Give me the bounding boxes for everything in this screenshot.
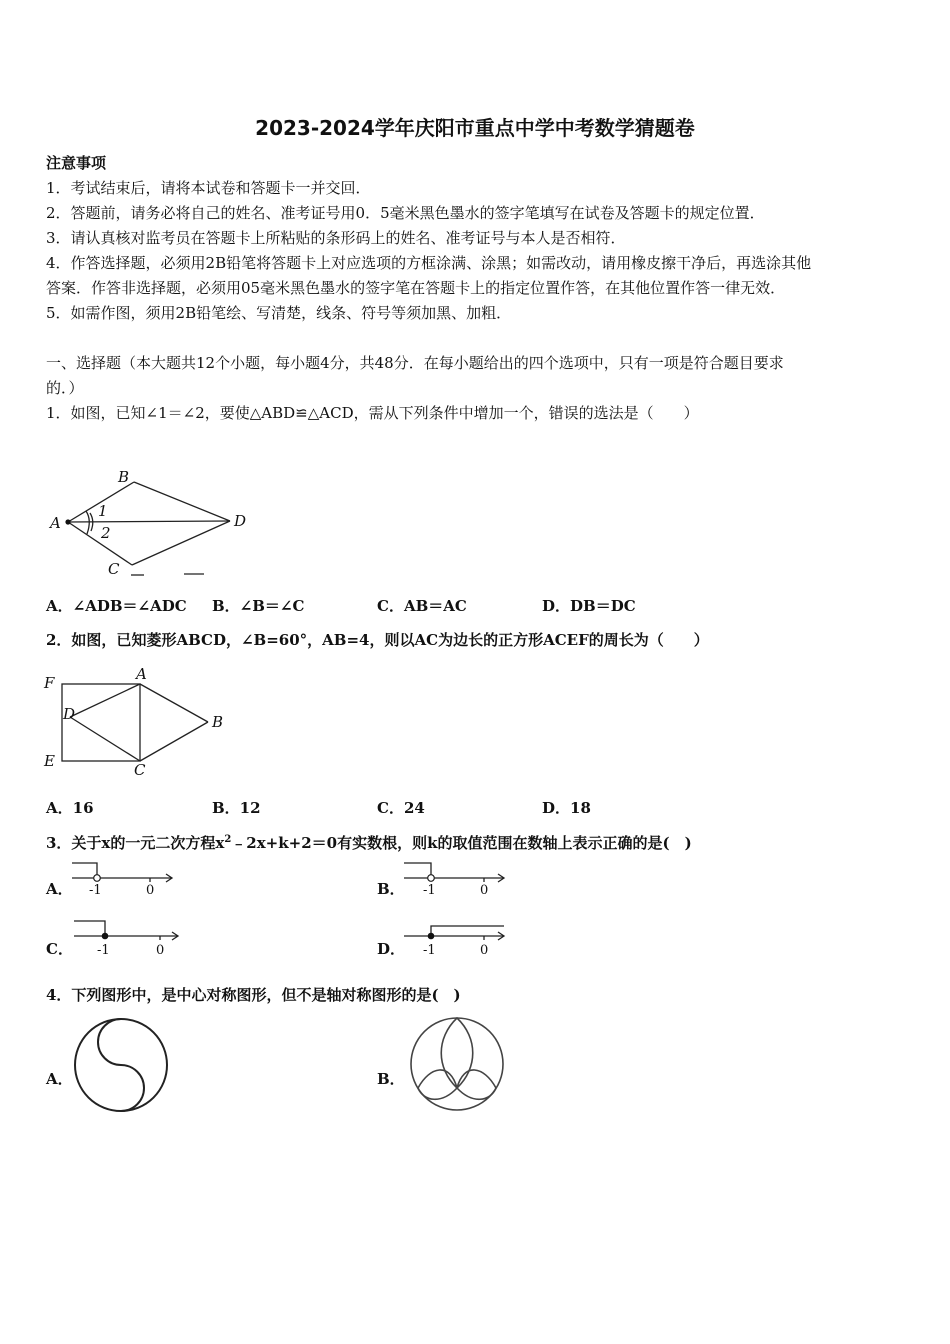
angle-label-2: 2 bbox=[101, 524, 111, 542]
q3-option-c[interactable]: C． bbox=[46, 940, 73, 958]
label-E: E bbox=[44, 752, 55, 770]
tick-zero: 0 bbox=[146, 883, 155, 898]
label-D: D bbox=[234, 512, 247, 530]
q2-option-a[interactable]: A．16 bbox=[46, 799, 94, 817]
q3-numberline-a bbox=[72, 860, 182, 900]
q2-option-b[interactable]: B．12 bbox=[212, 799, 261, 817]
q4-figure-a bbox=[72, 1016, 172, 1116]
label-B: B bbox=[212, 713, 224, 731]
q4-figure-b bbox=[404, 1012, 510, 1116]
q1-stem: 1．如图，已知∠1＝∠2，要使△ABD≌△ACD，需从下列条件中增加一个，错误的选法是（ ） bbox=[46, 404, 699, 422]
q4-option-b[interactable]: B． bbox=[377, 1070, 405, 1088]
label-A: A bbox=[136, 665, 147, 683]
tick-zero: 0 bbox=[480, 943, 489, 958]
notice-heading: 注意事项 bbox=[46, 154, 107, 172]
label-F: F bbox=[44, 674, 55, 692]
q1-option-a[interactable]: A．∠ADB＝∠ADC bbox=[46, 597, 187, 615]
tick-neg1: -1 bbox=[423, 943, 436, 958]
q1-option-d[interactable]: D．DB＝DC bbox=[542, 597, 636, 615]
q3-option-a[interactable]: A． bbox=[46, 880, 73, 898]
notice-item: 5．如需作图，须用2B铅笔绘、写清楚，线条、符号等须加黑、加粗． bbox=[46, 304, 512, 322]
label-D: D bbox=[63, 705, 76, 723]
q3-numberline-d bbox=[404, 918, 516, 960]
notice-item: 2．答题前，请务必将自己的姓名、准考证号用0．5毫米黑色墨水的签字笔填写在试卷及答题卡的规定位置． bbox=[46, 204, 765, 222]
q1-option-b[interactable]: B．∠B＝∠C bbox=[212, 597, 305, 615]
tick-neg1: -1 bbox=[423, 883, 436, 898]
q3-stem-pre: 3．关于x的一元二次方程x bbox=[46, 834, 225, 852]
notice-item: 答案．作答非选择题，必须用05毫米黑色墨水的签字笔在答题卡上的指定位置作答，在其他位置作答一律无效． bbox=[46, 279, 786, 297]
q3-stem bbox=[46, 832, 692, 853]
section-heading-cont: 的．） bbox=[46, 379, 84, 397]
section-heading: 一、选择题（本大题共12个小题，每小题4分，共48分．在每小题给出的四个选项中，只有一项是符合题目要求 bbox=[46, 354, 784, 372]
page-title: 2023-2024学年庆阳市重点中学中考数学猜题卷 bbox=[255, 116, 695, 140]
q2-option-d[interactable]: D．18 bbox=[542, 799, 591, 817]
q3-numberline-c bbox=[74, 918, 186, 960]
q3-option-b[interactable]: B． bbox=[377, 880, 405, 898]
notice-item: 3．请认真核对监考员在答题卡上所粘贴的条形码上的姓名、准考证号与本人是否相符． bbox=[46, 229, 626, 247]
q1-figure bbox=[46, 462, 256, 580]
q1-option-c[interactable]: C．AB＝AC bbox=[377, 597, 467, 615]
q2-stem: 2．如图，已知菱形ABCD，∠B=60°，AB=4，则以AC为边长的正方形ACEF的周长为（ ） bbox=[46, 631, 709, 649]
q3-stem-post: ﹣2x+k+2＝0有实数根，则k的取值范围在数轴上表示正确的是( ) bbox=[231, 834, 692, 852]
label-B: B bbox=[118, 468, 130, 486]
tick-zero: 0 bbox=[480, 883, 489, 898]
label-C: C bbox=[108, 560, 120, 578]
q3-option-d[interactable]: D． bbox=[377, 940, 406, 958]
tick-zero: 0 bbox=[156, 943, 165, 958]
notice-item: 4．作答选择题，必须用2B铅笔将答题卡上对应选项的方框涂满、涂黑；如需改动，请用橡皮擦干净后，再选涂其他 bbox=[46, 254, 812, 272]
label-C: C bbox=[134, 761, 146, 779]
q4-stem: 4．下列图形中，是中心对称图形，但不是轴对称图形的是( ) bbox=[46, 986, 461, 1004]
tick-neg1: -1 bbox=[89, 883, 102, 898]
notice-item: 1．考试结束后，请将本试卷和答题卡一并交回． bbox=[46, 179, 371, 197]
q4-option-a[interactable]: A． bbox=[46, 1070, 73, 1088]
label-A: A bbox=[50, 514, 61, 532]
tick-neg1: -1 bbox=[97, 943, 110, 958]
q3-numberline-b bbox=[404, 860, 514, 900]
q2-figure bbox=[42, 664, 232, 779]
q3-stem-sup: 2 bbox=[224, 834, 232, 845]
q2-option-c[interactable]: C．24 bbox=[377, 799, 425, 817]
angle-label-1: 1 bbox=[98, 502, 108, 520]
